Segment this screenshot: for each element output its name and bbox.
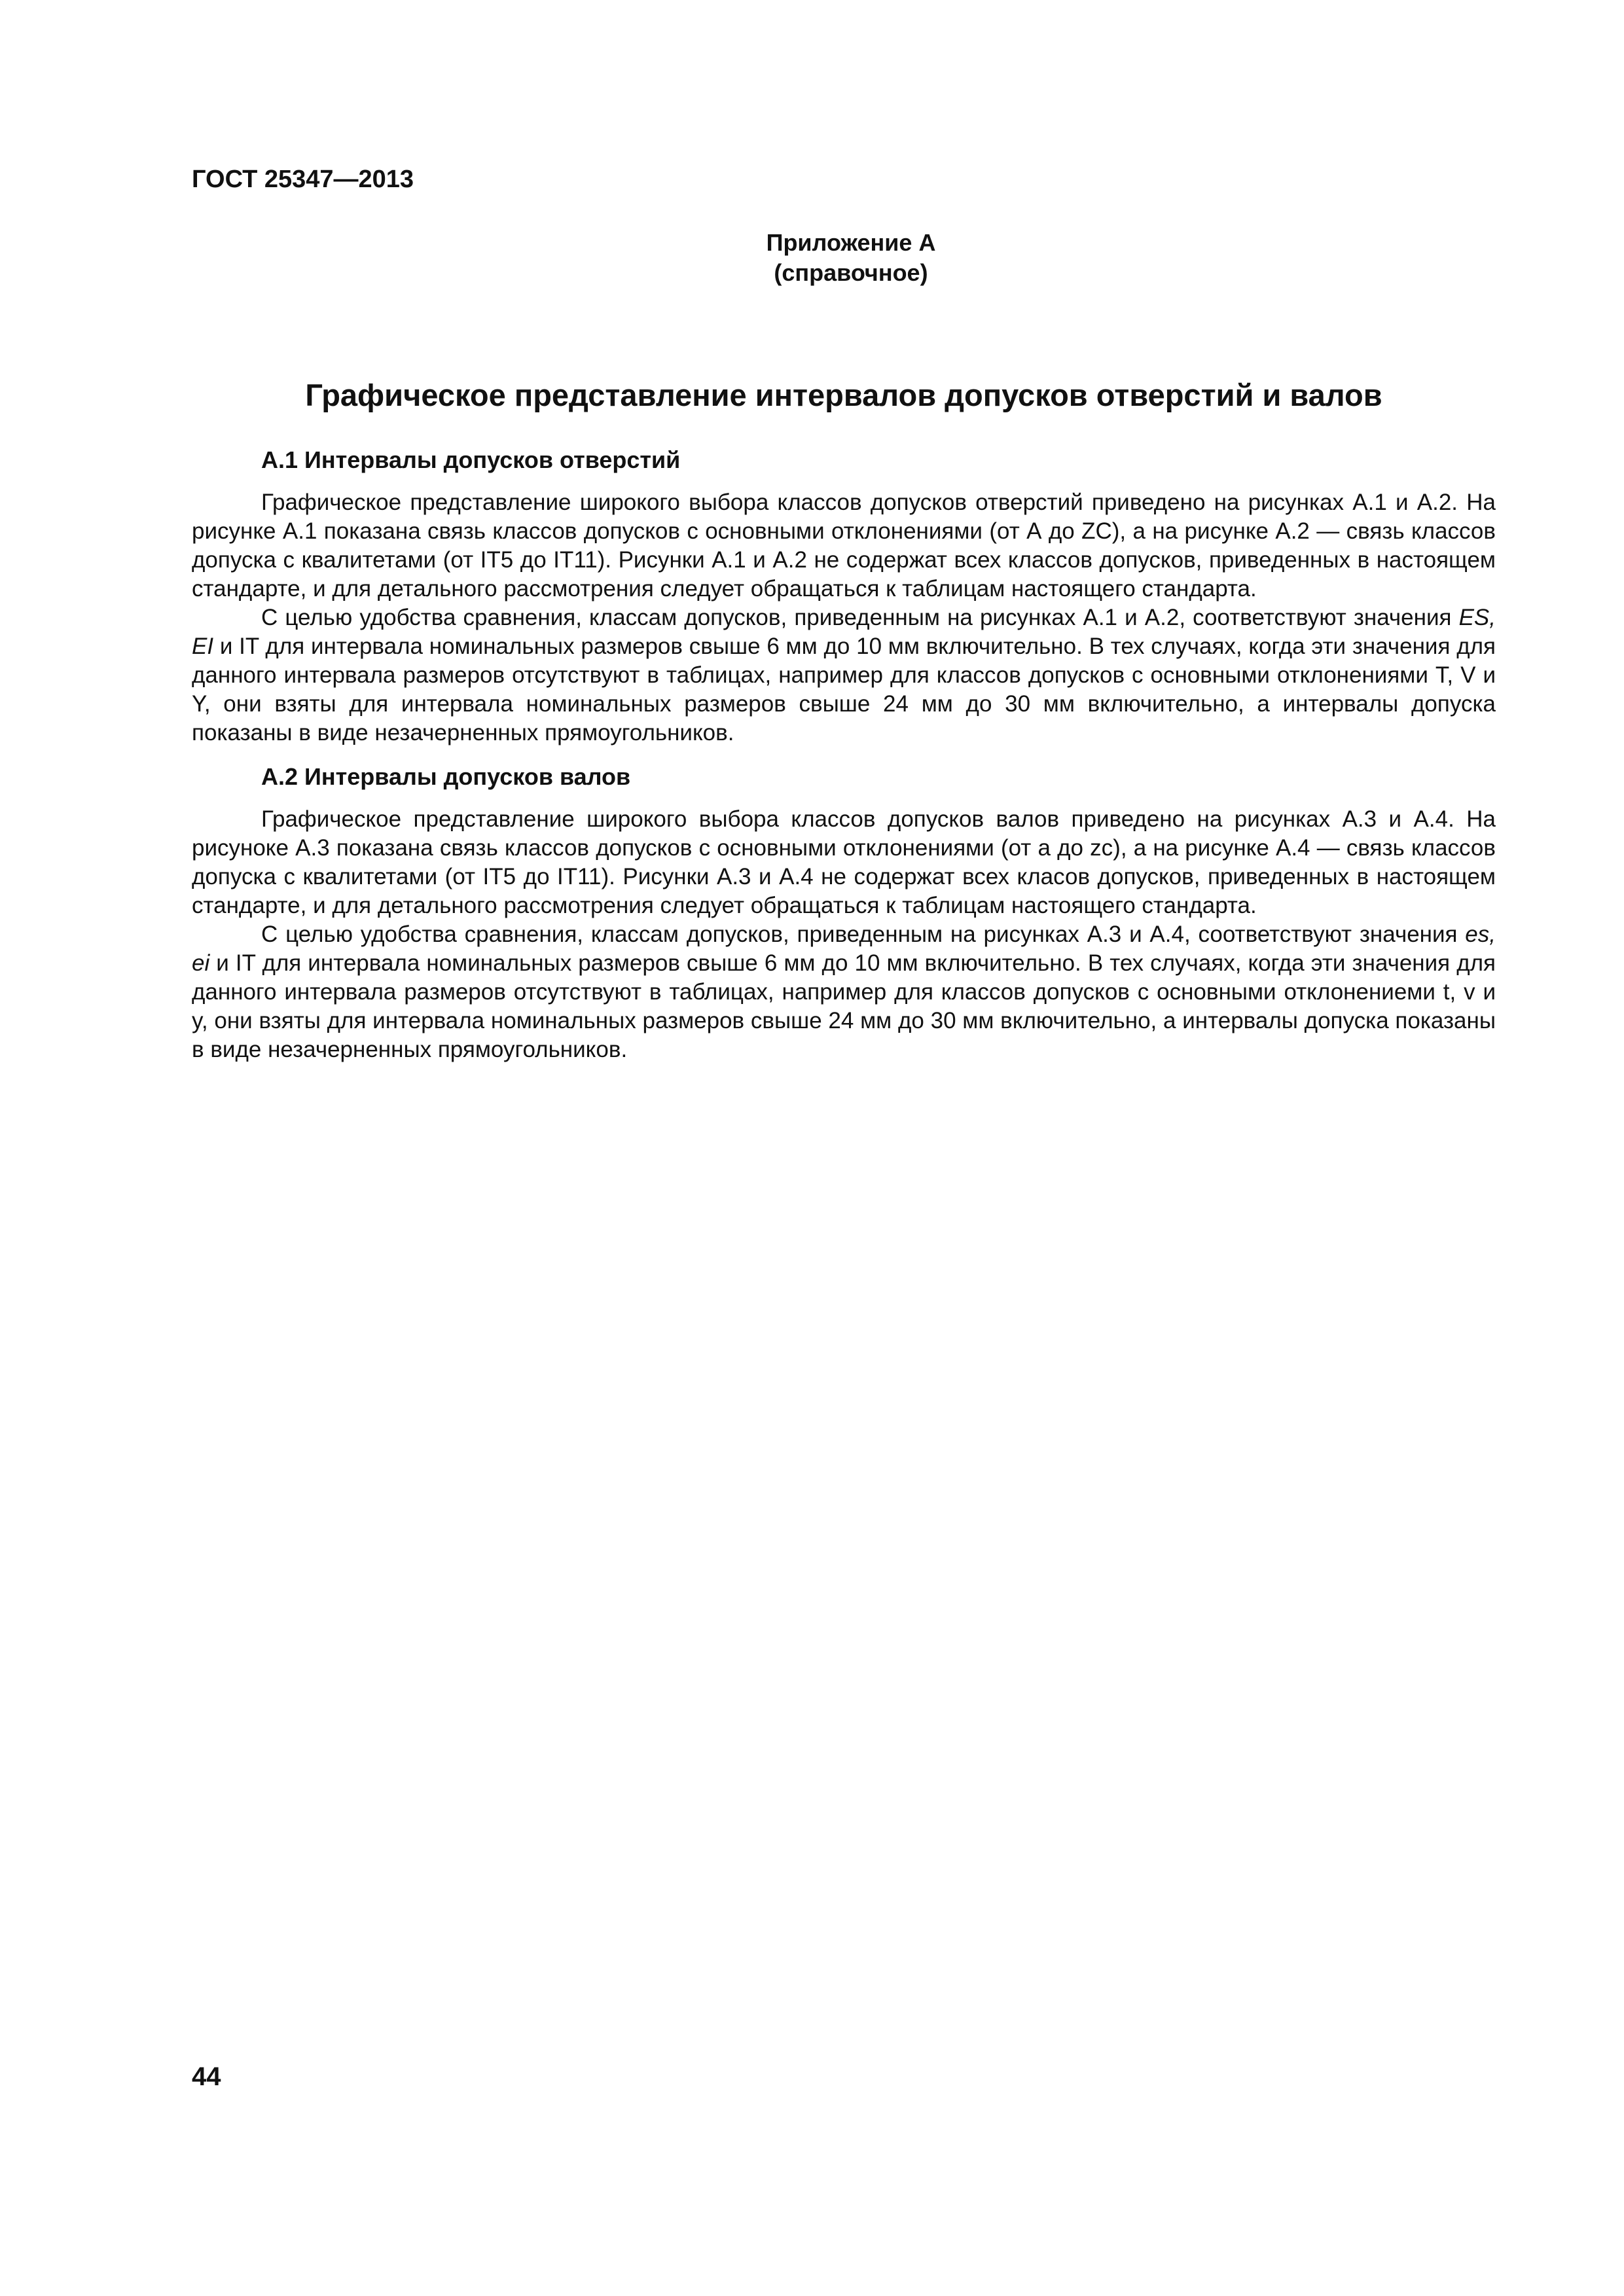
document-body: [192, 445, 1496, 1079]
paragraph: [192, 603, 1496, 747]
section-heading: А.1 Интервалы допусков отверстий: [261, 446, 681, 473]
paragraph-text: и IT для интервала номинальных размеров свыше 6 мм до 10 мм включительно. В тех случаях, когда эти значения для данного интервала размеров отсутствуют в таблицах, например для классов допусков с основными отклонениями T, V и Y, они взяты для интервала номинальных размеров свыше 24 мм до 30 мм включительно, а интервалы допуска показаны в виде незачерненных прямоугольников.: [192, 634, 1496, 745]
paragraph-text: С целью удобства сравнения, классам допусков, приведенным на рисунках А.3 и А.4, соответствуют значения: [261, 922, 1466, 947]
standard-header: ГОСТ 25347—2013: [192, 166, 414, 193]
section-heading: А.2 Интервалы допусков валов: [261, 763, 631, 790]
paragraph-text: С целью удобства сравнения, классам допусков, приведенным на рисунках А.1 и А.2, соответствуют значения: [261, 605, 1459, 630]
annex-type: (справочное): [774, 259, 928, 286]
section-holes: [192, 445, 1496, 747]
paragraph: Графическое представление широкого выбора классов допусков отверстий приведено на рисунках А.1 и А.2. На рисунке А.1 показана связь классов допусков с основными отклонениями (от А до ZC), а на рисунке А.2 — связь классов допуска с квалитетами (от IT5 до IT11). Рисунки А.1 и А.2 не содержат всех классов допусков, приведенных в настоящем стандарте, и для детального рассмотрения следует обращаться к таблицам настоящего стандарта.: [192, 490, 1496, 601]
section-shafts: [192, 762, 1496, 1064]
paragraph-italic-symbols: es, ei: [192, 922, 1496, 976]
paragraph-italic-symbols: ES, EI: [192, 605, 1496, 659]
paragraph-text: и IT для интервала номинальных размеров свыше 6 мм до 10 мм включительно. В тех случаях, когда эти значения для данного интервала размеров отсутствуют в таблицах, например для классов допусков с основными отклонениеми t, v и y, они взяты для интервала номинальных размеров свыше 24 мм до 30 мм включительно, а интервалы допуска показаны в виде незачерненных прямоугольников.: [192, 950, 1496, 1062]
paragraph: Графическое представление широкого выбора классов допусков валов приведено на рисунках А.3 и А.4. На рисуноке А.3 показана связь классов допусков с основными отклонениями (от a до zc), а на рисунке А.4 — связь классов допуска с квалитетами (от IT5 до IT11). Рисунки А.3 и А.4 не содержат всех класов допусков, приведенных в настоящем стандарте, и для детального рассмотрения следует обращаться к таблицам настоящего стандарта.: [192, 806, 1496, 918]
annex-title: Приложение А: [766, 229, 936, 256]
paragraph: [192, 920, 1496, 1064]
page-number: 44: [192, 2062, 221, 2091]
page-title: Графическое представление интервалов допусков отверстий и валов: [305, 378, 1382, 412]
annex-heading: [655, 228, 1047, 288]
